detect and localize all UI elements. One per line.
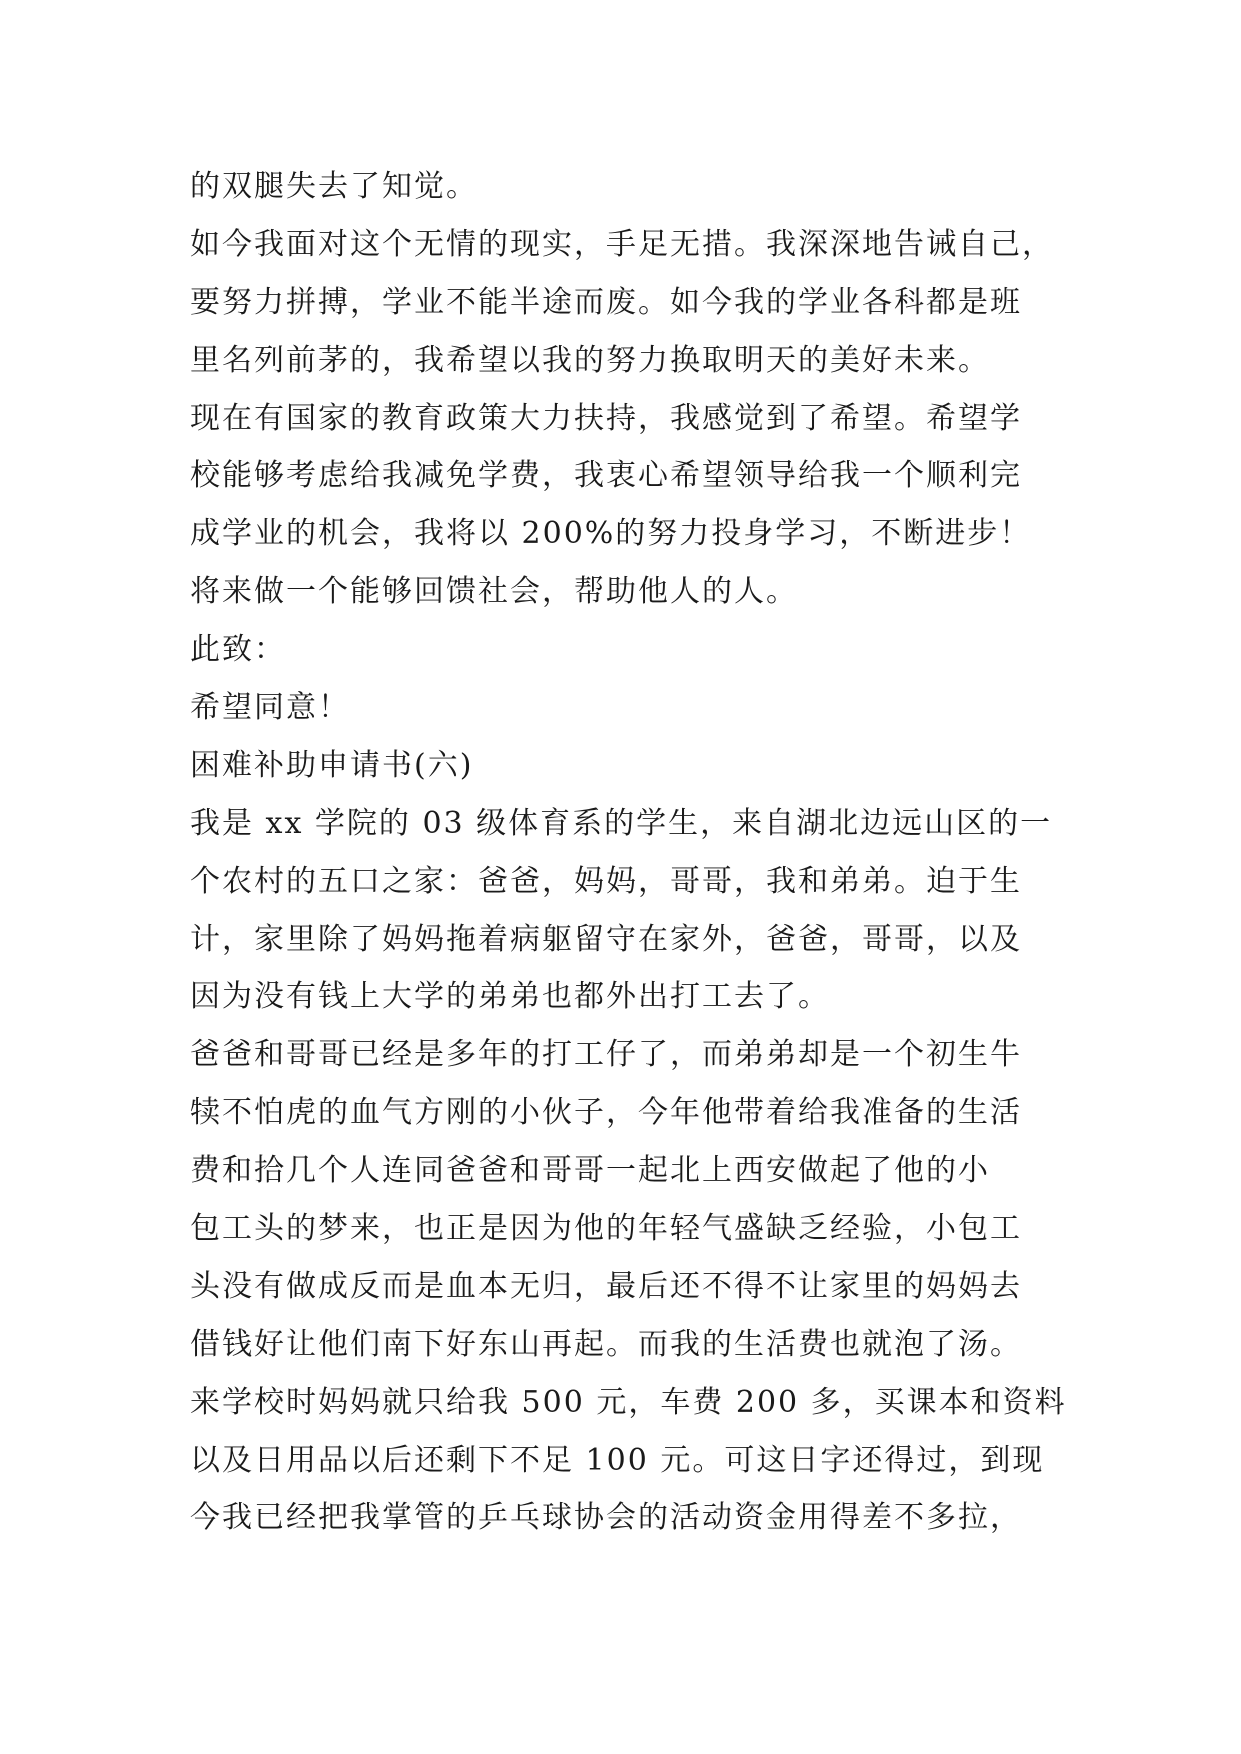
text-line: 个农村的五口之家：爸爸，妈妈，哥哥，我和弟弟。迫于生 <box>190 863 1022 899</box>
text-line: 要努力拼搏，学业不能半途而废。如今我的学业各科都是班 <box>190 284 1022 320</box>
text-line: 希望同意！ <box>190 690 350 726</box>
text-line: 犊不怕虎的血气方刚的小伙子，今年他带着给我准备的生活 <box>190 1095 1022 1131</box>
text-line: 爸爸和哥哥已经是多年的打工仔了，而弟弟却是一个初生牛 <box>190 1037 1022 1073</box>
text-line: 成学业的机会，我将以 200%的努力投身学习，不断进步！ <box>190 516 1032 552</box>
text-line: 头没有做成反而是血本无归，最后还不得不让家里的妈妈去 <box>190 1268 1022 1304</box>
text-line: 以及日用品以后还剩下不足 100 元。可这日字还得过，到现 <box>190 1442 1045 1478</box>
text-line: 现在有国家的教育政策大力扶持，我感觉到了希望。希望学 <box>190 400 1022 436</box>
text-line: 如今我面对这个无情的现实，手足无措。我深深地告诫自己， <box>190 226 1054 262</box>
text-line: 费和拾几个人连同爸爸和哥哥一起北上西安做起了他的小 <box>190 1153 990 1189</box>
text-line: 因为没有钱上大学的弟弟也都外出打工去了。 <box>190 979 830 1015</box>
document-body <box>190 158 1090 1547</box>
text-line: 我是 xx 学院的 03 级体育系的学生，来自湖北边远山区的一 <box>190 805 1053 841</box>
text-line: 校能够考虑给我减免学费，我衷心希望领导给我一个顺利完 <box>190 458 1022 494</box>
text-line: 包工头的梦来，也正是因为他的年轻气盛缺乏经验，小包工 <box>190 1211 1022 1247</box>
text-line: 里名列前茅的，我希望以我的努力换取明天的美好未来。 <box>190 342 990 378</box>
text-line: 来学校时妈妈就只给我 500 元，车费 200 多，买课本和资料 <box>190 1384 1067 1420</box>
text-line: 借钱好让他们南下好东山再起。而我的生活费也就泡了汤。 <box>190 1326 1022 1362</box>
text-line: 将来做一个能够回馈社会，帮助他人的人。 <box>190 574 798 610</box>
text-line: 的双腿失去了知觉。 <box>190 169 478 204</box>
section-heading: 困难补助申请书(六) <box>190 747 474 783</box>
text-line: 计，家里除了妈妈拖着病躯留守在家外，爸爸，哥哥，以及 <box>190 921 1022 957</box>
text-line: 今我已经把我掌管的乒乓球协会的活动资金用得差不多拉， <box>190 1500 1022 1536</box>
text-line: 此致： <box>190 632 286 668</box>
